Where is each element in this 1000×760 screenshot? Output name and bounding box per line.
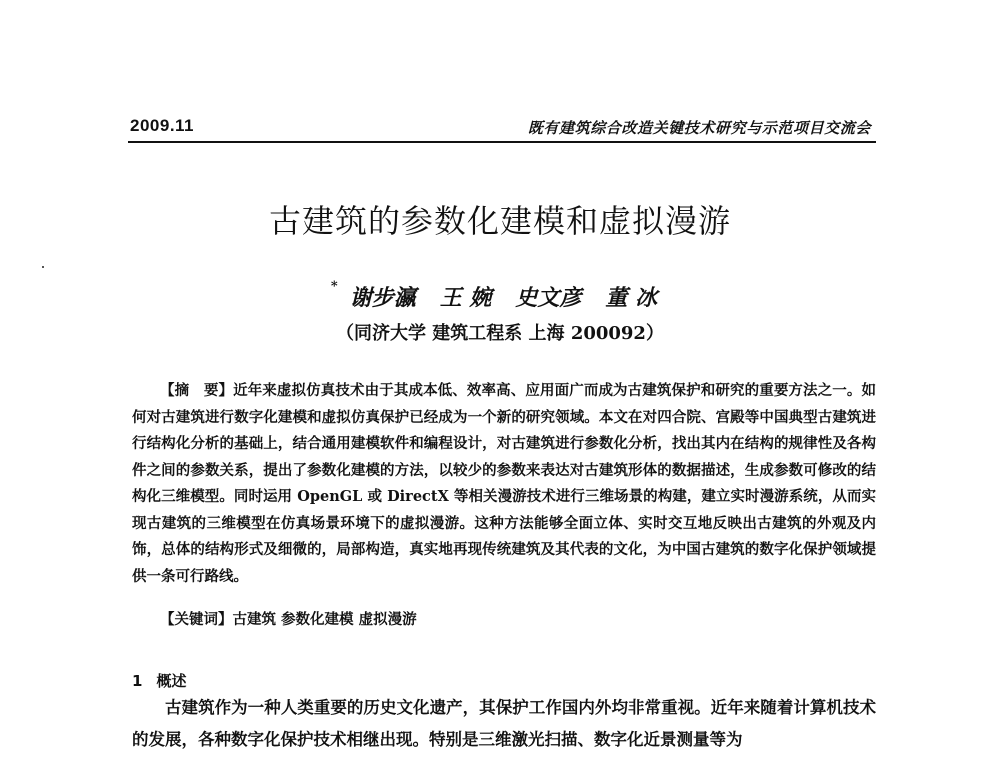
issue-date: 2009.11 [130, 116, 195, 135]
keywords-line [160, 608, 417, 629]
abstract-paragraph [132, 378, 876, 590]
section-number: 1 [132, 672, 143, 690]
author-name: 谢步瀛 [349, 285, 416, 311]
abstract-text: 近年来虚拟仿真技术由于其成本低、效率高、应用面广而成为古建筑保护和研究的重要方法之一。如何对古建筑进行数字化建模和虚拟仿真保护已经成为一个新的研究领域。本文在对四合院、宫殿等中国典型古建筑进行结构化分析的基础上，结合通用建模软件和编程设计，对古建筑进行参数化分析，找出其内在结构的规律性及各构件之间的参数关系，提出了参数化建模的方法，以较少的参数来表达对古建筑形体的数据描述，生成参数可修改的结构化三维模型。同时运用 OpenGL 或 DirectX 等相关漫游技术进行三维场景的构建，建立实时漫游系统，从而实现古建筑的三维模型在仿真场景环境下的虚拟漫游。这种方法能够全面立体、实时交互地反映出古建筑的外观及内饰，总体的结构形式及细微的，局部构造，真实地再现传统建筑及其代表的文化，为中国古建筑的数字化保护领域提供一条可行路线。 [132, 382, 877, 585]
author-name: 王 婉 [439, 285, 492, 311]
conference-name: 既有建筑综合改造关键技术研究与示范项目交流会 [527, 119, 871, 137]
keywords-label: 【关键词】 [160, 611, 233, 628]
corresponding-author-mark: * [330, 279, 338, 294]
author-name: 史文彦 [515, 285, 582, 311]
header-divider [128, 141, 876, 143]
section-title: 概述 [156, 672, 187, 690]
author-list [0, 281, 1000, 312]
keywords-text: 古建筑 参数化建模 虚拟漫游 [232, 611, 417, 628]
scan-speck [42, 266, 44, 268]
author-name: 董 冰 [605, 285, 658, 311]
author-affiliation: （同济大学 建筑工程系 上海 200092） [336, 323, 664, 344]
paper-title: 古建筑的参数化建模和虚拟漫游 [268, 202, 731, 240]
body-paragraph: 古建筑作为一种人类重要的历史文化遗产，其保护工作国内外均非常重视。近年来随着计算机技术的发展，各种数字化保护技术相继出现。特别是三维激光扫描、数字化近景测量等为 [132, 698, 876, 749]
section-heading [132, 670, 186, 691]
abstract-label: 【摘 要】 [160, 382, 234, 399]
page-header [130, 116, 875, 140]
